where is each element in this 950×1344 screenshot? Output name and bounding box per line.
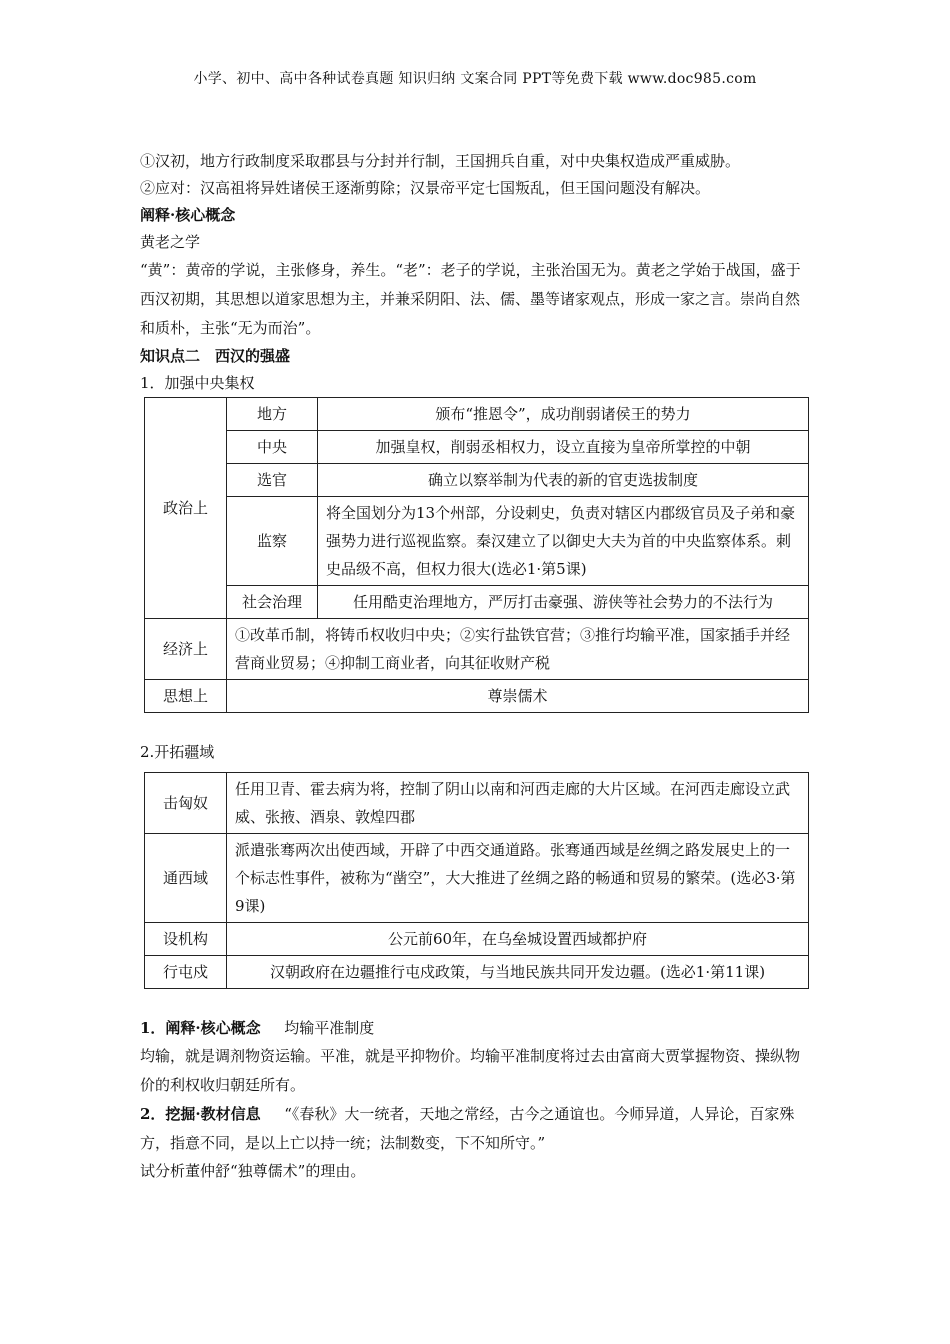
table-row	[145, 619, 809, 680]
concept-term-1: 黄老之学	[140, 233, 201, 251]
subheading-centralization: 1．加强中央集权	[140, 374, 255, 392]
table-row	[145, 834, 809, 923]
row-label: 设机构	[145, 923, 227, 956]
category-political: 政治上	[145, 398, 227, 619]
concept-heading-2-label: 1．阐释·核心概念	[140, 1019, 261, 1037]
textbook-quote: “《春秋》大一统者，天地之常经，古今之通谊也。今师异道，人异论，百家殊方，指意不同，是以上亡以持一统；法制数变，下不知所守。”	[140, 1105, 795, 1152]
subheading-frontier: 2.开拓疆域	[140, 743, 215, 761]
table-row	[145, 680, 809, 713]
row-value: 公元前60年，在乌垒城设置西域都护府	[227, 923, 809, 956]
textbook-info	[140, 1100, 812, 1158]
table-row	[145, 398, 809, 431]
table-row	[145, 431, 809, 464]
row-label: 监察	[227, 497, 318, 586]
row-value: 任用卫青、霍去病为将，控制了阴山以南和河西走廊的大片区域。在河西走廊设立武威、张掖、酒泉、敦煌四郡	[227, 773, 809, 834]
row-label: 社会治理	[227, 586, 318, 619]
row-value: ①改革币制，将铸币权收归中央；②实行盐铁官营；③推行均输平准，国家插手并经营商业贸易；④抑制工商业者，向其征收财产税	[227, 619, 809, 680]
table-row	[145, 923, 809, 956]
row-label: 行屯戍	[145, 956, 227, 989]
concept-body-2: 均输，就是调剂物资运输。平准，就是平抑物价。均输平准制度将过去由富商大贾掌握物资、操纵物价的利权收归朝廷所有。	[140, 1047, 801, 1094]
table-row	[145, 773, 809, 834]
row-value: 任用酷吏治理地方，严厉打击豪强、游侠等社会势力的不法行为	[318, 586, 809, 619]
analysis-question: 试分析董仲舒“独尊儒术”的理由。	[140, 1162, 366, 1180]
table-row	[145, 956, 809, 989]
category-ideological: 思想上	[145, 680, 227, 713]
row-label: 中央	[227, 431, 318, 464]
centralization-table	[144, 397, 809, 713]
concept-body-1: “黄”：黄帝的学说，主张修身，养生。“老”：老子的学说，主张治国无为。黄老之学始于战国，盛于西汉初期，其思想以道家思想为主，并兼采阴阳、法、儒、墨等诸家观点，形成一家之言。崇尚自然和质朴，主张“无为而治”。	[140, 261, 801, 337]
row-value: 颁布“推恩令”，成功削弱诸侯王的势力	[318, 398, 809, 431]
textbook-heading: 2．挖掘·教材信息	[140, 1105, 261, 1123]
row-value: 加强皇权，削弱丞相权力，设立直接为皇帝所掌控的中朝	[318, 431, 809, 464]
concept-term-2: 均输平准制度	[284, 1019, 375, 1037]
concept-heading-2	[140, 1015, 812, 1042]
intro-paragraph-2: ②应对：汉高祖将异姓诸侯王逐渐剪除；汉景帝平定七国叛乱，但王国问题没有解决。	[140, 179, 711, 197]
table-row	[145, 586, 809, 619]
row-value: 将全国划分为13个州部，分设刺史，负责对辖区内郡级官员及子弟和豪强势力进行巡视监察。秦汉建立了以御史大夫为首的中央监察体系。刺史品级不高，但权力很大(选必1·第5课)	[318, 497, 809, 586]
page-header: 小学、初中、高中各种试卷真题 知识归纳 文案合同 PPT等免费下载 www.doc985.com	[193, 71, 757, 87]
concept-heading-1: 阐释·核心概念	[140, 206, 236, 224]
table-row	[145, 497, 809, 586]
row-label: 通西域	[145, 834, 227, 923]
row-label: 选官	[227, 464, 318, 497]
intro-paragraph-1: ①汉初，地方行政制度采取郡县与分封并行制，王国拥兵自重，对中央集权造成严重威胁。	[140, 152, 741, 170]
row-value: 确立以察举制为代表的新的官吏选拔制度	[318, 464, 809, 497]
section-heading: 知识点二 西汉的强盛	[140, 347, 291, 365]
row-label: 地方	[227, 398, 318, 431]
category-economic: 经济上	[145, 619, 227, 680]
row-value: 尊崇儒术	[227, 680, 809, 713]
row-value: 派遣张骞两次出使西域，开辟了中西交通道路。张骞通西域是丝绸之路发展史上的一个标志性事件，被称为“凿空”，大大推进了丝绸之路的畅通和贸易的繁荣。(选必3·第9课)	[227, 834, 809, 923]
frontier-table	[144, 772, 809, 989]
row-value: 汉朝政府在边疆推行屯戍政策，与当地民族共同开发边疆。(选必1·第11课)	[227, 956, 809, 989]
row-label: 击匈奴	[145, 773, 227, 834]
table-row	[145, 464, 809, 497]
document-body	[140, 148, 812, 1185]
